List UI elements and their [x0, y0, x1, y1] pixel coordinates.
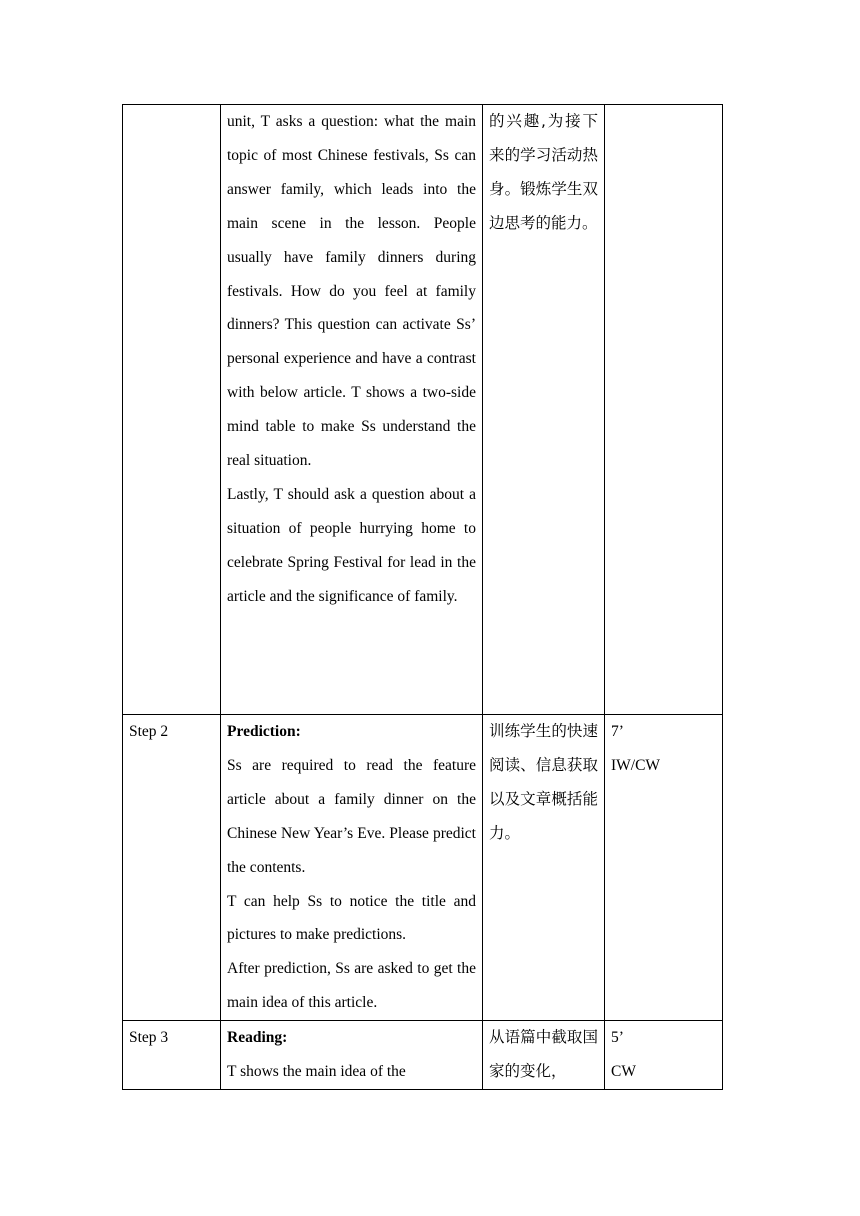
- content-cell: [221, 715, 483, 1021]
- content-heading: Prediction:: [227, 723, 301, 740]
- content-paragraph: Ss are required to read the feature article about a family dinner on the Chinese New Year’s Eve. Please predict the contents.: [227, 756, 476, 876]
- lesson-plan-table: [122, 104, 723, 1090]
- purpose-cell: 从语篇中截取国家的变化，: [483, 1021, 605, 1090]
- mode-value: IW/CW: [611, 756, 661, 774]
- time-value: 5’: [611, 1029, 624, 1047]
- purpose-cell: 的兴趣,为接下来的学习活动热身。锻炼学生双边思考的能力。: [483, 105, 605, 715]
- table-row: [123, 1021, 723, 1090]
- mode-value: CW: [611, 1063, 636, 1081]
- table-row: [123, 105, 723, 715]
- content-cell: [221, 1021, 483, 1090]
- time-value: 7’: [611, 723, 624, 740]
- content-cell: [221, 105, 483, 715]
- step-cell: Step 3: [123, 1021, 221, 1090]
- content-heading: Reading:: [227, 1029, 288, 1047]
- content-paragraph: Lastly, T should ask a question about a situation of people hurrying home to celebrate Spring Festival for lead in the article and the significance of family.: [227, 485, 476, 605]
- time-cell: [605, 1021, 723, 1090]
- step-cell: [123, 105, 221, 715]
- table-row: [123, 715, 723, 1021]
- time-cell: [605, 715, 723, 1021]
- content-paragraph: After prediction, Ss are asked to get the main idea of this article.: [227, 960, 476, 1012]
- step-cell: Step 2: [123, 715, 221, 1021]
- content-paragraph: T can help Ss to notice the title and pictures to make predictions.: [227, 892, 476, 944]
- content-paragraph: T shows the main idea of the: [227, 1063, 406, 1081]
- purpose-cell: 训练学生的快速阅读、信息获取以及文章概括能力。: [483, 715, 605, 1021]
- content-paragraph: unit, T asks a question: what the main topic of most Chinese festivals, Ss can answer family, which leads into the main scene in the lesson. People usually have family dinners during festivals. How do you feel at family dinners? This question can activate Ss’ personal experience and have a contrast with below article. T shows a two-side mind table to make Ss understand the real situation.: [227, 113, 476, 470]
- time-cell: [605, 105, 723, 715]
